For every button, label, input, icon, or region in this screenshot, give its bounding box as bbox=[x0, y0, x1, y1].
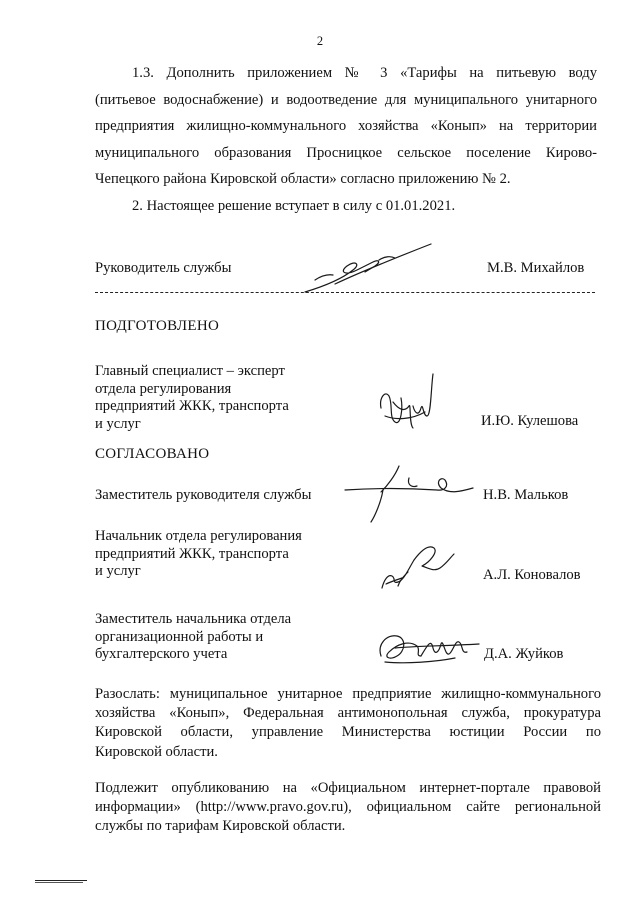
agreed-signer-position bbox=[95, 611, 291, 664]
malkov-signature bbox=[345, 462, 475, 524]
head-position: Руководитель службы bbox=[95, 260, 232, 276]
position-line: Начальник отдела регулирования bbox=[95, 528, 302, 544]
page-number: 2 bbox=[316, 34, 324, 48]
prepared-position bbox=[95, 363, 289, 433]
prepared-name: И.Ю. Кулешова bbox=[481, 413, 579, 429]
agreed-signer-position bbox=[95, 487, 311, 505]
paragraph-line: 1.3. Дополнить приложением № 3 «Тарифы на питьевую воду bbox=[132, 65, 597, 81]
agreed-signer-position bbox=[95, 528, 302, 581]
position-line: бухгалтерского учета bbox=[95, 646, 228, 662]
kuleshova-signature bbox=[375, 368, 445, 438]
distribution-line: Кировской области. bbox=[95, 743, 218, 760]
position-line: предприятий ЖКК, транспорта bbox=[95, 545, 289, 562]
prepared-heading: ПОДГОТОВЛЕНО bbox=[95, 318, 220, 334]
zhuikov-signature bbox=[375, 626, 485, 668]
konovalov-signature bbox=[378, 540, 458, 596]
paragraph-line: предприятия жилищно-коммунального хозяйства «Конып» на территории bbox=[95, 118, 597, 134]
publication-line: службы по тарифам Кировской области. bbox=[95, 818, 346, 835]
publication-note bbox=[95, 779, 601, 837]
paragraph-line: (питьевое водоснабжение) и водоотведение для муниципального унитарного bbox=[95, 91, 597, 108]
distribution-list bbox=[95, 685, 601, 762]
paragraph-line: муниципального образования Просницкое сельское поселение Кирово- bbox=[95, 144, 597, 161]
paragraph-line: Чепецкого района Кировской области» согласно приложению № 2. bbox=[95, 171, 511, 187]
footer-divider bbox=[35, 882, 83, 883]
position-line: и услуг bbox=[95, 415, 141, 432]
position-line: Главный специалист – эксперт bbox=[95, 363, 285, 379]
paragraph-1-3 bbox=[95, 60, 597, 193]
agreed-signer-name: А.Л. Коновалов bbox=[483, 567, 581, 583]
distribution-line: Кировской области, управление Министерства юстиции России по bbox=[95, 724, 601, 741]
head-signature bbox=[295, 240, 435, 300]
position-line: отдела регулирования bbox=[95, 380, 232, 397]
footer-divider bbox=[35, 880, 87, 881]
publication-line: Подлежит опубликованию на «Официальном интернет-портале правовой bbox=[95, 780, 601, 796]
distribution-line: Разослать: муниципальное унитарное предприятие жилищно-коммунального bbox=[95, 686, 601, 702]
dashed-divider bbox=[95, 292, 595, 293]
position-line: предприятий ЖКК, транспорта bbox=[95, 398, 289, 414]
agreed-signer-name: Д.А. Жуйков bbox=[484, 646, 564, 662]
paragraph-2: 2. Настоящее решение вступает в силу с 01.01.2021. bbox=[132, 198, 456, 214]
position-line: Заместитель начальника отдела bbox=[95, 611, 292, 627]
position-line: и услуг bbox=[95, 563, 141, 579]
agreed-heading: СОГЛАСОВАНО bbox=[95, 446, 210, 462]
agreed-signer-name: Н.В. Мальков bbox=[483, 487, 569, 503]
head-name: М.В. Михайлов bbox=[487, 260, 585, 276]
distribution-line: хозяйства «Конып», Федеральная антимонопольная служба, прокуратура bbox=[95, 705, 601, 722]
publication-line: информации» (http://www.pravo.gov.ru), официальном сайте региональной bbox=[95, 799, 601, 816]
position-line: организационной работы и bbox=[95, 628, 264, 645]
position-line: Заместитель руководителя службы bbox=[95, 487, 312, 503]
